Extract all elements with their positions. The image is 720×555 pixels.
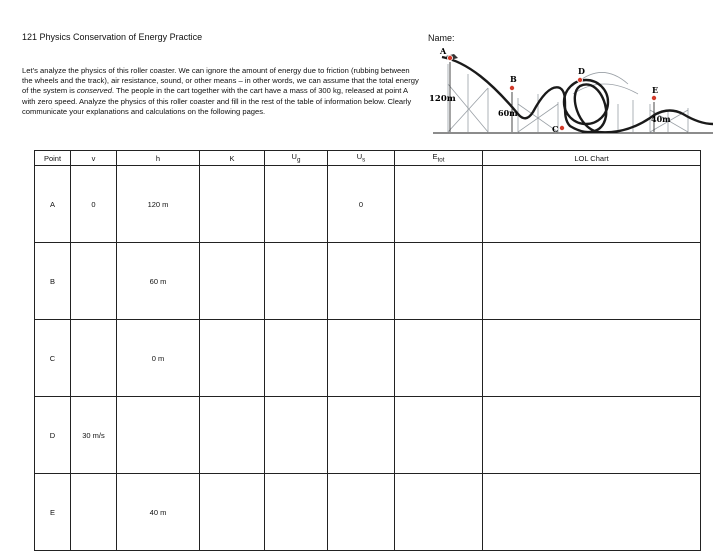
cell-k[interactable]: [200, 474, 265, 551]
cell-lol-chart[interactable]: [483, 397, 701, 474]
marker-c: [559, 125, 564, 130]
cell-us[interactable]: [328, 397, 395, 474]
cell-ug[interactable]: [265, 166, 328, 243]
cell-etot[interactable]: [395, 397, 483, 474]
cell-ug[interactable]: [265, 397, 328, 474]
header-point: Point: [35, 151, 71, 166]
cell-v[interactable]: [71, 320, 117, 397]
cell-k[interactable]: [200, 166, 265, 243]
cell-h[interactable]: 40 m: [117, 474, 200, 551]
marker-b: [509, 85, 514, 90]
cell-h[interactable]: 120 m: [117, 166, 200, 243]
cell-h[interactable]: [117, 397, 200, 474]
label-point-d: D: [578, 66, 585, 76]
header-h: h: [117, 151, 200, 166]
marker-e: [651, 95, 656, 100]
cell-v[interactable]: 0: [71, 166, 117, 243]
marker-d: [577, 77, 582, 82]
cell-k[interactable]: [200, 320, 265, 397]
cell-point: B: [35, 243, 71, 320]
table-row: [35, 243, 701, 320]
cell-ug[interactable]: [265, 320, 328, 397]
label-height-40: 40m: [651, 114, 671, 124]
header-v: v: [71, 151, 117, 166]
cell-h[interactable]: 60 m: [117, 243, 200, 320]
cell-lol-chart[interactable]: [483, 243, 701, 320]
cell-us[interactable]: [328, 243, 395, 320]
cell-etot[interactable]: [395, 474, 483, 551]
roller-coaster-diagram: [428, 44, 718, 144]
cell-etot[interactable]: [395, 243, 483, 320]
cell-h[interactable]: 0 m: [117, 320, 200, 397]
cell-etot[interactable]: [395, 166, 483, 243]
energy-table: [34, 150, 701, 551]
cell-ug[interactable]: [265, 243, 328, 320]
table-header-row: [35, 151, 701, 166]
header-ug: $U_g$: [265, 151, 328, 166]
label-point-a: A: [440, 46, 447, 56]
cell-us[interactable]: 0: [328, 166, 395, 243]
table-row: [35, 320, 701, 397]
marker-a: [447, 55, 452, 60]
cell-v[interactable]: 30 m/s: [71, 397, 117, 474]
header-lol-chart: LOL Chart: [483, 151, 701, 166]
cell-etot[interactable]: [395, 320, 483, 397]
label-point-e: E: [652, 85, 659, 95]
label-point-b: B: [510, 74, 517, 84]
label-height-120: 120m: [429, 94, 456, 104]
table-row: [35, 397, 701, 474]
header-k: K: [200, 151, 265, 166]
cell-lol-chart[interactable]: [483, 474, 701, 551]
header-us: $U_s$: [328, 151, 395, 166]
cell-point: C: [35, 320, 71, 397]
cell-point: D: [35, 397, 71, 474]
table-row: [35, 166, 701, 243]
cell-us[interactable]: [328, 474, 395, 551]
intro-paragraph: Let’s analyze the physics of this roller coaster. We can ignore the amount of energy due to friction (rubbing between the wheels and the track), air resistance, sound, or other means – in other words, we can assume that the total energy of the system is conserved. The people in the cart together with the cart have a mass of 300 kg, released at point A with zero speed. Analyze the physics of this roller coaster and fill in the rest of the table of information below. Clearly communicate your explanations and calculations on the following pages.: [22, 66, 419, 116]
cell-us[interactable]: [328, 320, 395, 397]
cell-point: E: [35, 474, 71, 551]
header-etot: $E_{tot}$: [395, 151, 483, 166]
cell-v[interactable]: [71, 243, 117, 320]
cell-lol-chart[interactable]: [483, 320, 701, 397]
cell-v[interactable]: [71, 474, 117, 551]
cell-point: A: [35, 166, 71, 243]
loop-track: [564, 80, 608, 124]
table-row: [35, 474, 701, 551]
label-height-60: 60m: [498, 108, 518, 118]
name-label: Name:: [428, 33, 455, 43]
cell-ug[interactable]: [265, 474, 328, 551]
worksheet-title: 121 Physics Conservation of Energy Practice: [22, 32, 203, 42]
cell-lol-chart[interactable]: [483, 166, 701, 243]
cell-k[interactable]: [200, 397, 265, 474]
label-point-c: C: [552, 124, 559, 134]
cell-k[interactable]: [200, 243, 265, 320]
